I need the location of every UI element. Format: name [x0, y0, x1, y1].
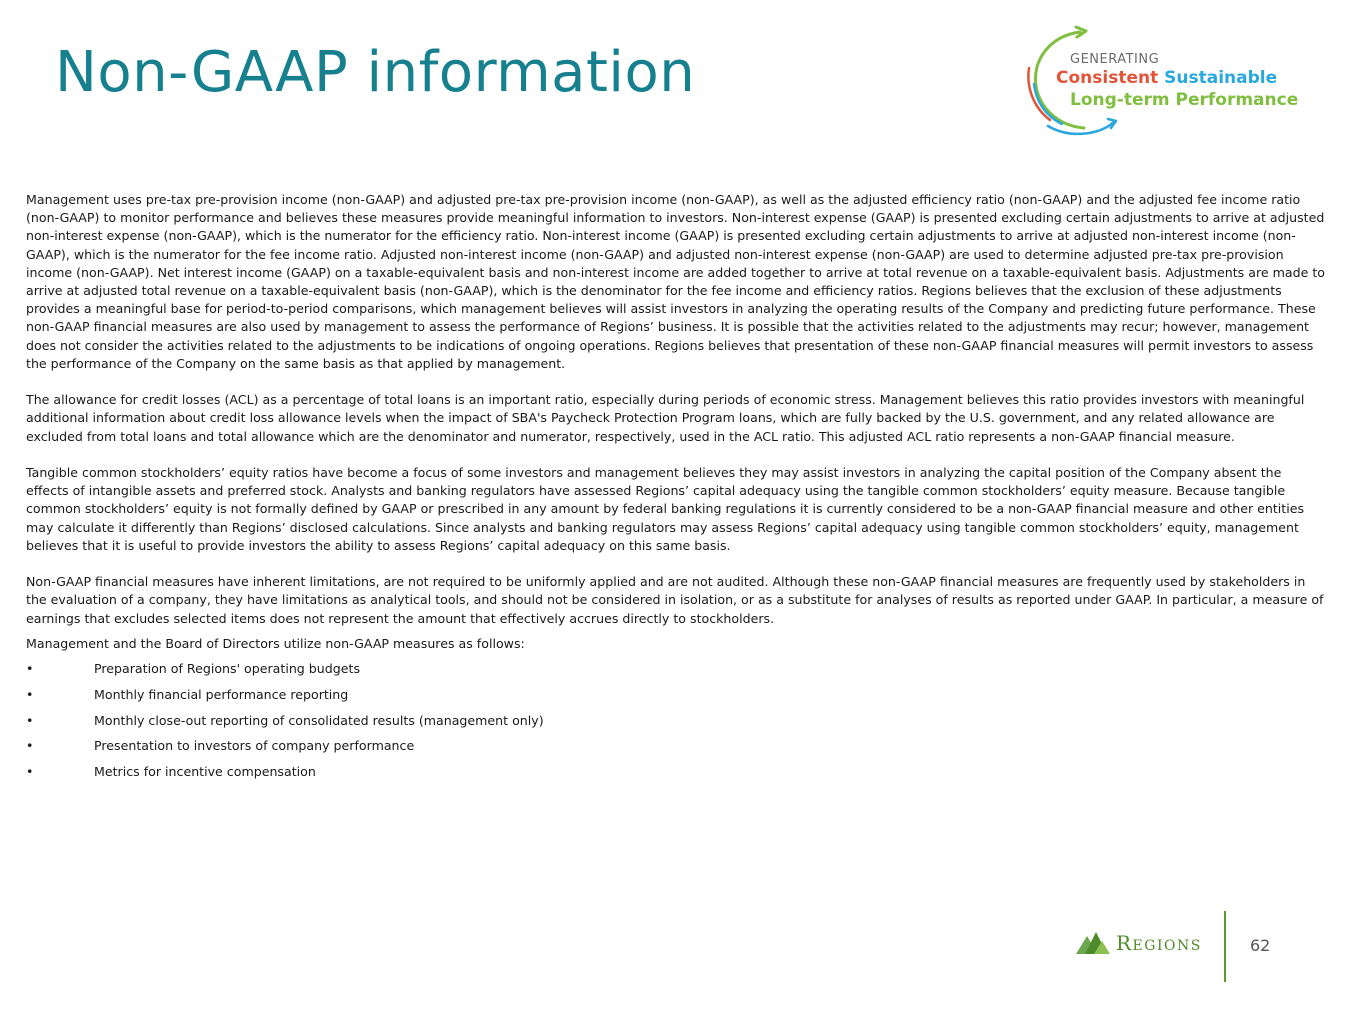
bullet-icon: •	[26, 764, 34, 780]
bullet-icon: •	[26, 712, 34, 728]
disclosure-body	[26, 191, 1326, 789]
regions-pyramid-icon	[1074, 928, 1114, 958]
badge-sustainable-text: Sustainable	[1164, 68, 1278, 88]
page-number: 62	[1250, 936, 1271, 955]
list-item-text: Presentation to investors of company performance	[94, 738, 415, 754]
list-item	[26, 660, 1326, 686]
badge-consistent-text: Consistent	[1056, 68, 1159, 88]
list-item-text: Metrics for incentive compensation	[94, 764, 316, 780]
list-item	[26, 763, 1326, 789]
usage-list	[26, 660, 1326, 789]
list-item-text: Monthly close-out reporting of consolidated results (management only)	[94, 712, 544, 728]
badge-tagline-line	[1056, 68, 1277, 88]
page-title: Non-GAAP information	[55, 40, 696, 105]
paragraph-tangible-equity: Tangible common stockholders’ equity ratios have become a focus of some investors and management believes they may assist investors in analyzing the capital position of the Company absent the effects of intangible assets and preferred stock. Analysts and banking regulators have assessed Regions’ capital adequacy using the tangible common stockholders’ equity measure. Because tangible common stockholders’ equity is not formally defined by GAAP or prescribed in any amount by federal banking regulations it is currently considered to be a non-GAAP financial measure and other entities may calculate it differently than Regions’ disclosed calculations. Since analysts and banking regulators may assess Regions’ capital adequacy using tangible common stockholders’ equity, management believes that it is useful to provide investors the ability to assess Regions’ capital adequacy on this same basis.	[26, 465, 1305, 553]
list-item-text: Monthly financial performance reporting	[94, 686, 349, 702]
paragraph-acl-ratio: The allowance for credit losses (ACL) as a percentage of total loans is an important ratio, especially during periods of economic stress. Management believes this ratio provides investors with meaningful additional information about credit loss allowance levels when the impact of SBA's Paycheck Protection Program loans, which are fully backed by the U.S. government, and any related allowance are excluded from total loans and total allowance which are the denominator and numerator, respectively, used in the ACL ratio. This adjusted ACL ratio represents a non-GAAP financial measure.	[26, 392, 1305, 444]
generating-performance-logo	[1020, 22, 1320, 137]
paragraph-operating-measures: Management uses pre-tax pre-provision income (non-GAAP) and adjusted pre-tax pre-provision income (non-GAAP), as well as the adjusted efficiency ratio (non-GAAP) and the adjusted fee income ratio (non-GAAP) to monitor performance and believes these measures provide meaningful information to investors. Non-interest expense (GAAP) is presented excluding certain adjustments to arrive at adjusted non-interest expense (non-GAAP), which is the numerator for the efficiency ratio. Non-interest income (GAAP) is presented excluding certain adjustments to arrive at adjusted non-interest income (non-GAAP), which is the numerator for the fee income ratio. Adjusted non-interest income (non-GAAP) and adjusted non-interest expense (non-GAAP) are used to determine adjusted pre-tax pre-provision income (non-GAAP). Net interest income (GAAP) on a taxable-equivalent basis and non-interest income are added together to arrive at total revenue on a taxable-equivalent basis. Adjustments are made to arrive at adjusted total revenue on a taxable-equivalent basis (non-GAAP), which is the denominator for the fee income and efficiency ratios. Regions believes that the exclusion of these adjustments provides a meaningful base for period-to-period comparisons, which management believes will assist investors in analyzing the operating results of the Company and predicting future performance. These non-GAAP financial measures are also used by management to assess the performance of Regions’ business. It is possible that the activities related to the adjustments may recur; however, management does not consider the activities related to the adjustments to be indications of ongoing operations. Regions believes that presentation of these non-GAAP financial measures will permit investors to assess the performance of the Company on the same basis as that applied by management.	[26, 192, 1325, 371]
bullet-icon: •	[26, 686, 34, 702]
list-item	[26, 712, 1326, 738]
badge-generating-text: GENERATING	[1070, 52, 1160, 67]
list-item	[26, 686, 1326, 712]
footer-divider	[1224, 911, 1226, 982]
bullet-icon: •	[26, 661, 34, 677]
paragraph-limitations: Non-GAAP financial measures have inherent limitations, are not required to be uniformly applied and are not audited. Although these non-GAAP financial measures are frequently used by stakeholders in the evaluation of a company, they have limitations as analytical tools, and should not be considered in isolation, or as a substitute for analyses of results as reported under GAAP. In particular, a measure of earnings that excludes selected items does not represent the amount that effectively accrues directly to stockholders.	[26, 574, 1324, 626]
bullet-icon: •	[26, 738, 34, 754]
regions-wordmark: Regions	[1116, 931, 1202, 955]
badge-long-term-text: Long-term Performance	[1070, 90, 1299, 110]
list-item-text: Preparation of Regions' operating budgets	[94, 661, 361, 677]
list-item	[26, 737, 1326, 763]
list-intro: Management and the Board of Directors utilize non-GAAP measures as follows:	[26, 635, 525, 651]
regions-logo	[1074, 928, 1224, 958]
